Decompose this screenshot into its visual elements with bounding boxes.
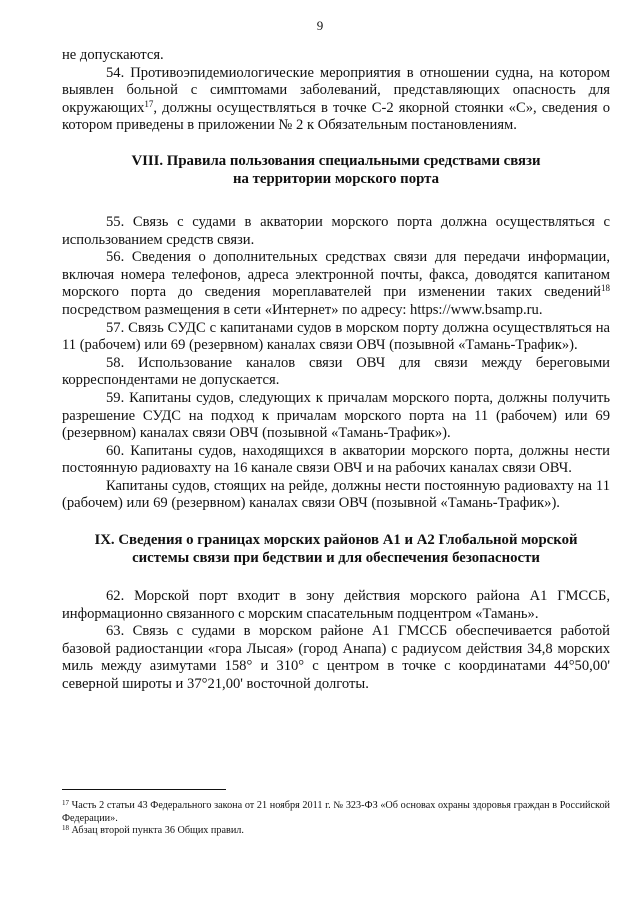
- paragraph-60: 60. Капитаны судов, находящихся в акватории морского порта, должны нести постоянную радиовахту на 16 канале связи ОВЧ и на рабочих каналах связи ОВЧ.: [62, 442, 610, 477]
- section-8-heading-line2: на территории морского порта: [233, 170, 439, 187]
- footnote-17-text: Часть 2 статьи 43 Федерального закона от 21 ноября 2011 г. № 323-ФЗ «Об основах охраны здоровья граждан в Российской Федерации».: [62, 800, 610, 824]
- footnote-18-mark: 18: [62, 824, 69, 833]
- footnote-18-text: Абзац второй пункта 36 Общих правил.: [69, 825, 244, 837]
- section-9-heading: [62, 531, 610, 567]
- footnote-17-mark: 17: [62, 799, 69, 807]
- paragraph-62: 62. Морской порт входит в зону действия морского района А1 ГМССБ, информационно связанного с морским спасательным подцентром «Тамань».: [62, 588, 610, 622]
- footnote-18: [62, 825, 610, 838]
- paragraph-63: 63. Связь с судами в морском районе А1 ГМССБ обеспечивается работой базовой радиостанции «гора Лысая» (город Анапа) с радиусом действия 34,8 морских миль между азимутами 158° и 310° с центром в точке с координатами 44°50,00' северной широты и 37°21,00' восточной долготы.: [62, 623, 610, 693]
- paragraph-55: 55. Связь с судами в акватории морского порта должна осуществляться с использованием средств связи.: [62, 213, 610, 248]
- paragraph-54-text: 54. Противоэпидемиологические мероприятия в отношении судна, на котором выявлен больной с симптомами заболеваний, представляющих опасность для окружающих: [62, 64, 610, 116]
- section-8-heading-line1: VIII. Правила пользования специальными средствами связи: [131, 152, 541, 169]
- footnote-ref-17: 17: [144, 98, 154, 109]
- paragraph-57: 57. Связь СУДС с капитанами судов в морском порту должна осуществляться на 11 (рабочем) или 69 (резервном) каналах связи ОВЧ (позывной «Тамань-Трафик»).: [62, 319, 610, 354]
- paragraph-56-text: 56. Сведения о дополнительных средствах связи для передачи информации, включая номера телефонов, адреса электронной почты, факса, доводятся капитаном морского порта до сведения мореплавателей при изменении таких сведений: [62, 249, 610, 301]
- section-9-heading-line2: системы связи при бедствии и для обеспечения безопасности: [132, 550, 540, 567]
- footnote-ref-18: 18: [601, 283, 610, 294]
- paragraph-54: [62, 65, 610, 135]
- paragraph-53-tail: не допускаются.: [62, 47, 164, 63]
- footnote-separator: [62, 789, 226, 790]
- paragraph-56-tail: посредством размещения в сети «Интернет» по адресу: https://www.bsamp.ru.: [62, 301, 543, 318]
- section-8-heading: [62, 152, 610, 188]
- paragraph-60-continued: Капитаны судов, стоящих на рейде, должны нести постоянную радиовахту на 11 (рабочем) или 69 (резервном) каналах связи ОВЧ (позывной «Тамань-Трафик»).: [62, 477, 610, 512]
- paragraph-58: 58. Использование каналов связи ОВЧ для связи между береговыми корреспондентами не допускается.: [62, 354, 610, 389]
- paragraph-56: [62, 249, 610, 319]
- paragraph-54-tail: , должны осуществляться в точке С-2 якорной стоянки «С», сведения о котором приведены в приложении № 2 к Обязательным постановлениям.: [62, 99, 610, 134]
- paragraph-59: 59. Капитаны судов, следующих к причалам морского порта, должны получить разрешение СУДС на подход к причалам морского порта на 11 (рабочем) или 69 (резервном) каналах связи ОВЧ (позывной «Тамань-Трафик»).: [62, 389, 610, 442]
- footnote-17: [62, 800, 610, 825]
- document-body: [62, 47, 610, 694]
- section-9-heading-line1: IX. Сведения о границах морских районов А1 и А2 Глобальной морской: [94, 532, 578, 549]
- footnotes: [62, 800, 610, 838]
- page-number: 9: [316, 18, 324, 33]
